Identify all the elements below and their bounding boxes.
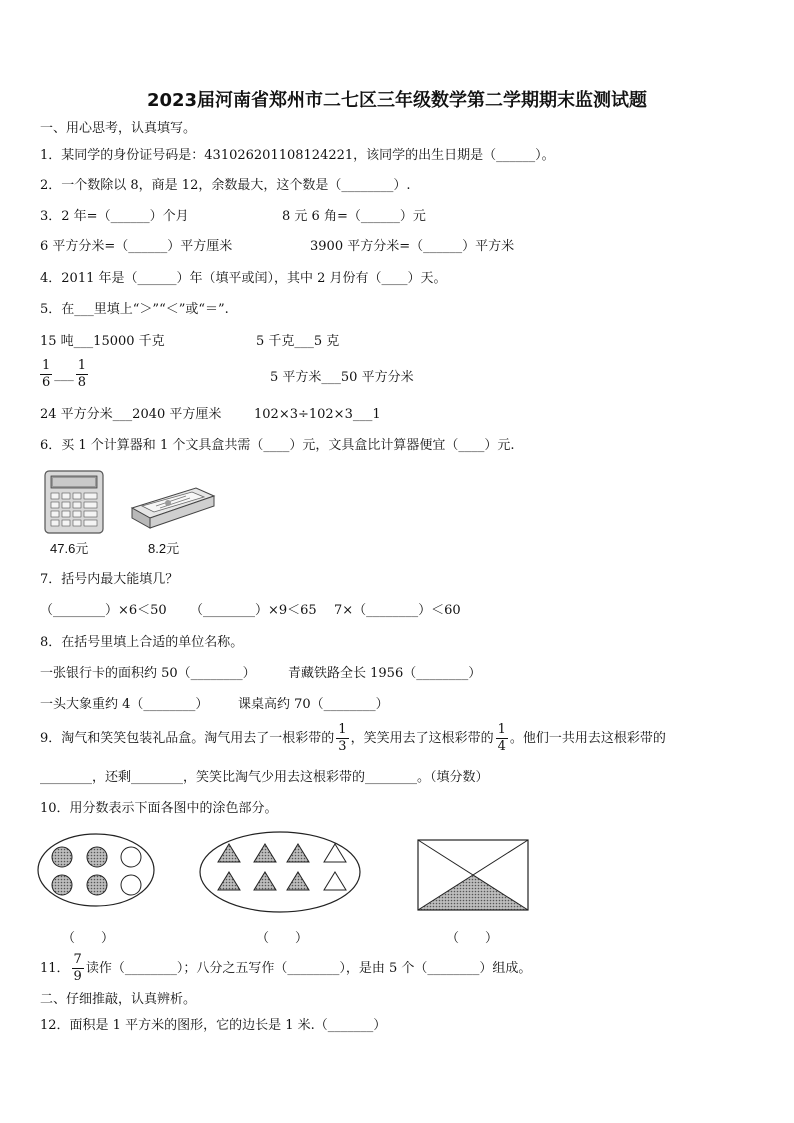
fraction-seven-ninths: $\frac{7}{9}$ (73, 952, 82, 984)
question-9-line-1: 9．淘气和笑笑包装礼品盒。淘气用去了一根彩带的 $\frac{1}{3}$ ，笑笑用去了这根彩带的 $\frac{1}{4}$ 。他们一共用去这根彩带的 (40, 722, 666, 754)
question-3a: 3．2 年=（______）个月 (40, 209, 189, 224)
question-7c: 7×（________）＜60 (334, 603, 461, 618)
question-8a: 一张银行卡的面积约 50（________） (40, 666, 256, 681)
question-11: 11． $\frac{7}{9}$ 读作（________）；八分之五写作（________），是由 5 个（________）组成。 (40, 952, 532, 984)
figure-3-rectangle (418, 840, 528, 910)
question-8b: 青藏铁路全长 1956（________） (288, 666, 482, 681)
question-7: 7．括号内最大能填几？ (40, 572, 179, 587)
question-10-figures (0, 830, 794, 920)
fraction-one-sixth: $\frac{1}{6}$ (42, 358, 51, 390)
question-5: 5．在___里填上“＞”“＜”或“＝”. (40, 302, 229, 317)
question-8d: 课桌高约 70（________） (238, 697, 389, 712)
calculator-image (44, 470, 106, 536)
figure-1-circles (38, 834, 154, 906)
calculator-price: 47.6元 (50, 541, 89, 556)
question-3c: 6 平方分米=（______）平方厘米 (40, 239, 233, 254)
question-6: 6．买 1 个计算器和 1 个文具盒共需（____）元，文具盒比计算器便宜（____）元. (40, 438, 515, 453)
question-8: 8．在括号里填上合适的单位名称。 (40, 635, 244, 650)
question-5c: $\frac{1}{6}$ ___ $\frac{1}{8}$ (42, 358, 87, 390)
section-2-heading: 二、仔细推敲，认真辨析。 (40, 992, 197, 1007)
question-5e: 24 平方分米___2040 平方厘米 (40, 407, 222, 422)
question-7a: （________）×6＜50 (40, 603, 167, 618)
question-3d: 3900 平方分米=（______）平方米 (310, 239, 515, 254)
page-title: 2023届河南省郑州市二七区三年级数学第二学期期末监测试题 (146, 90, 648, 111)
question-10: 10．用分数表示下面各图中的涂色部分。 (40, 801, 278, 816)
question-4: 4．2011 年是（______）年（填平或闰），其中 2 月份有（____）天。 (40, 271, 447, 286)
fraction-one-eighth: $\frac{1}{8}$ (77, 358, 87, 390)
question-7b: （________）×9＜65 (190, 603, 317, 618)
figure-2-triangles (200, 832, 360, 912)
question-9-line-2: ________，还剩________，笑笑比淘气少用去这根彩带的________。（填分数） (40, 770, 489, 785)
pencil-box-price: 8.2元 (148, 541, 180, 556)
fraction-one-third: $\frac{1}{3}$ (338, 722, 347, 754)
question-2: 2．一个数除以 8，商是 12，余数最大，这个数是（________）. (40, 178, 411, 193)
question-10-answer-3: （ ） (446, 931, 499, 946)
question-12: 12．面积是 1 平方米的图形，它的边长是 1 米.（_______） (40, 1018, 387, 1033)
question-5d: 5 平方米___50 平方分米 (270, 370, 414, 385)
section-1-heading: 一、用心思考，认真填写。 (40, 121, 197, 136)
question-8c: 一头大象重约 4（________） (40, 697, 209, 712)
question-5a: 15 吨___15000 千克 (40, 334, 165, 349)
pencil-box-image (126, 484, 218, 532)
question-3b: 8 元 6 角=（______）元 (282, 209, 426, 224)
question-10-answer-1: （ ） (62, 931, 115, 946)
question-10-answer-2: （ ） (256, 931, 309, 946)
fraction-one-quarter: $\frac{1}{4}$ (497, 722, 506, 754)
question-5b: 5 千克___5 克 (256, 334, 340, 349)
question-5f: 102×3÷102×3___1 (254, 407, 381, 422)
question-1: 1．某同学的身份证号码是：431026201108124221，该同学的出生日期是（______）。 (40, 148, 555, 163)
